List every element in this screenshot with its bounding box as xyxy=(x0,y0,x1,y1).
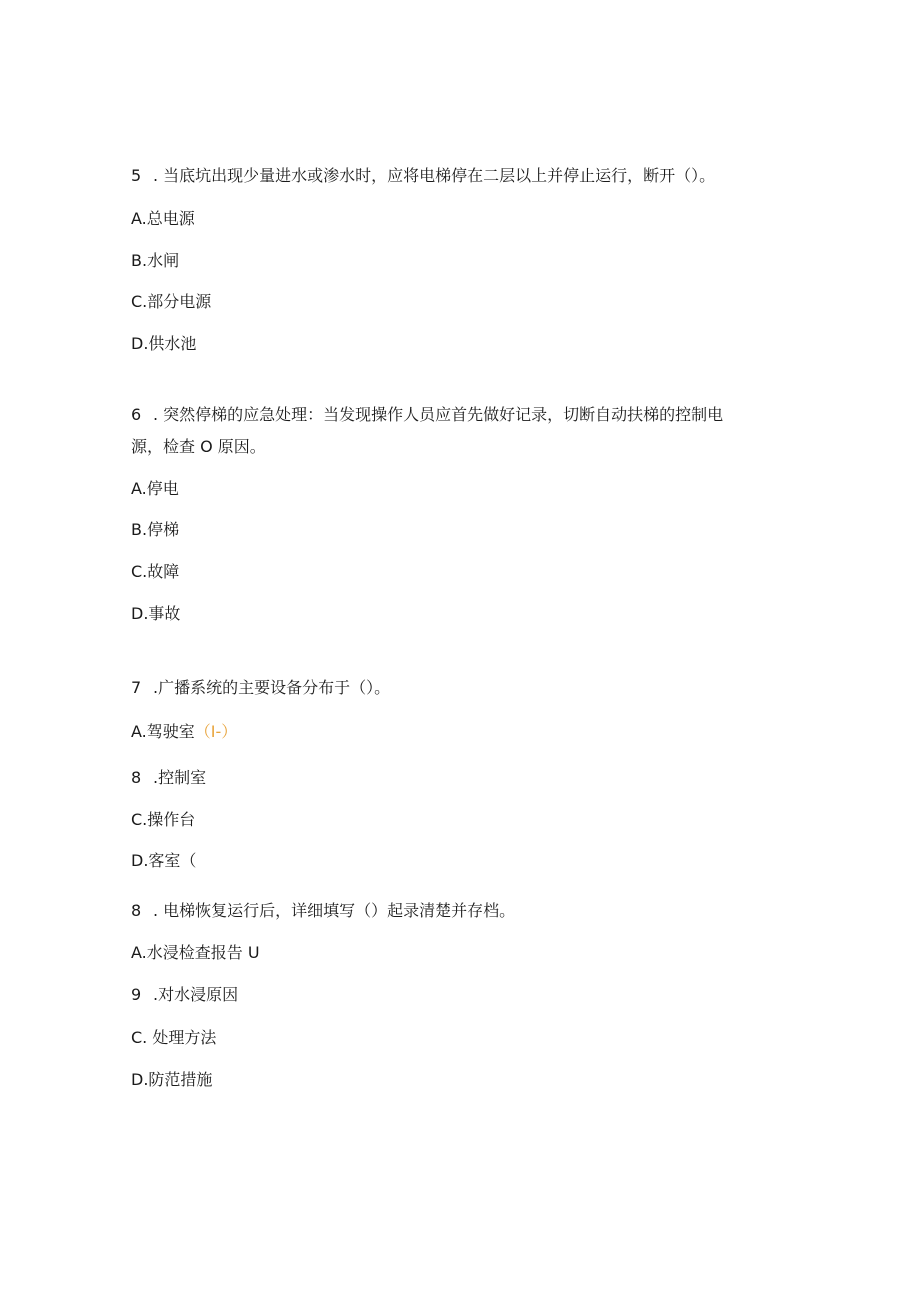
option-text: .控制室 xyxy=(153,768,207,787)
question-5-option-d: D.供水池 xyxy=(131,334,197,353)
question-5-option-c: C.部分电源 xyxy=(131,292,212,311)
question-8-stem xyxy=(131,901,515,921)
question-5-stem xyxy=(131,166,715,186)
question-6-option-d: D.事故 xyxy=(131,604,181,623)
question-number: 6 xyxy=(131,405,142,424)
question-text: . 当底坑出现少量进水或渗水时，应将电梯停在二层以上并停止运行，断开（）。 xyxy=(153,166,716,185)
question-number: 8 xyxy=(131,901,142,920)
question-8-option-c: C. 处理方法 xyxy=(131,1028,217,1047)
question-8-option-b xyxy=(131,985,238,1005)
option-number: 8 xyxy=(131,768,142,787)
question-7-option-a xyxy=(131,722,237,742)
question-text: . 突然停梯的应急处理：当发现操作人员应首先做好记录，切断自动扶梯的控制电 xyxy=(153,405,724,424)
question-5-option-b: B.水闸 xyxy=(131,251,180,270)
question-7-option-d: D.客室（ xyxy=(131,851,197,870)
option-text: A.驾驶室 xyxy=(131,722,195,741)
question-number: 5 xyxy=(131,166,142,185)
question-number: 7 xyxy=(131,678,142,697)
question-7-option-c: C.操作台 xyxy=(131,810,196,829)
question-6-option-b: B.停梯 xyxy=(131,520,180,539)
question-6-option-c: C.故障 xyxy=(131,562,180,581)
question-7-option-b xyxy=(131,768,206,788)
question-text: .广播系统的主要设备分布于（）。 xyxy=(153,678,391,697)
option-number: 9 xyxy=(131,985,142,1004)
question-6-stem-line-1 xyxy=(131,405,723,425)
question-6-stem-line-2: 源，检查 O 原因。 xyxy=(131,437,266,456)
option-text: .对水浸原因 xyxy=(153,985,239,1004)
question-8-option-a: A.水浸检查报告 U xyxy=(131,943,260,962)
question-8-option-d: D.防范措施 xyxy=(131,1070,213,1089)
question-6-option-a: A.停电 xyxy=(131,479,179,498)
question-5-option-a: A.总电源 xyxy=(131,209,195,228)
annotation-mark: （I-） xyxy=(194,722,238,741)
question-7-stem xyxy=(131,678,390,698)
question-text: . 电梯恢复运行后，详细填写（）起录清楚并存档。 xyxy=(153,901,516,920)
